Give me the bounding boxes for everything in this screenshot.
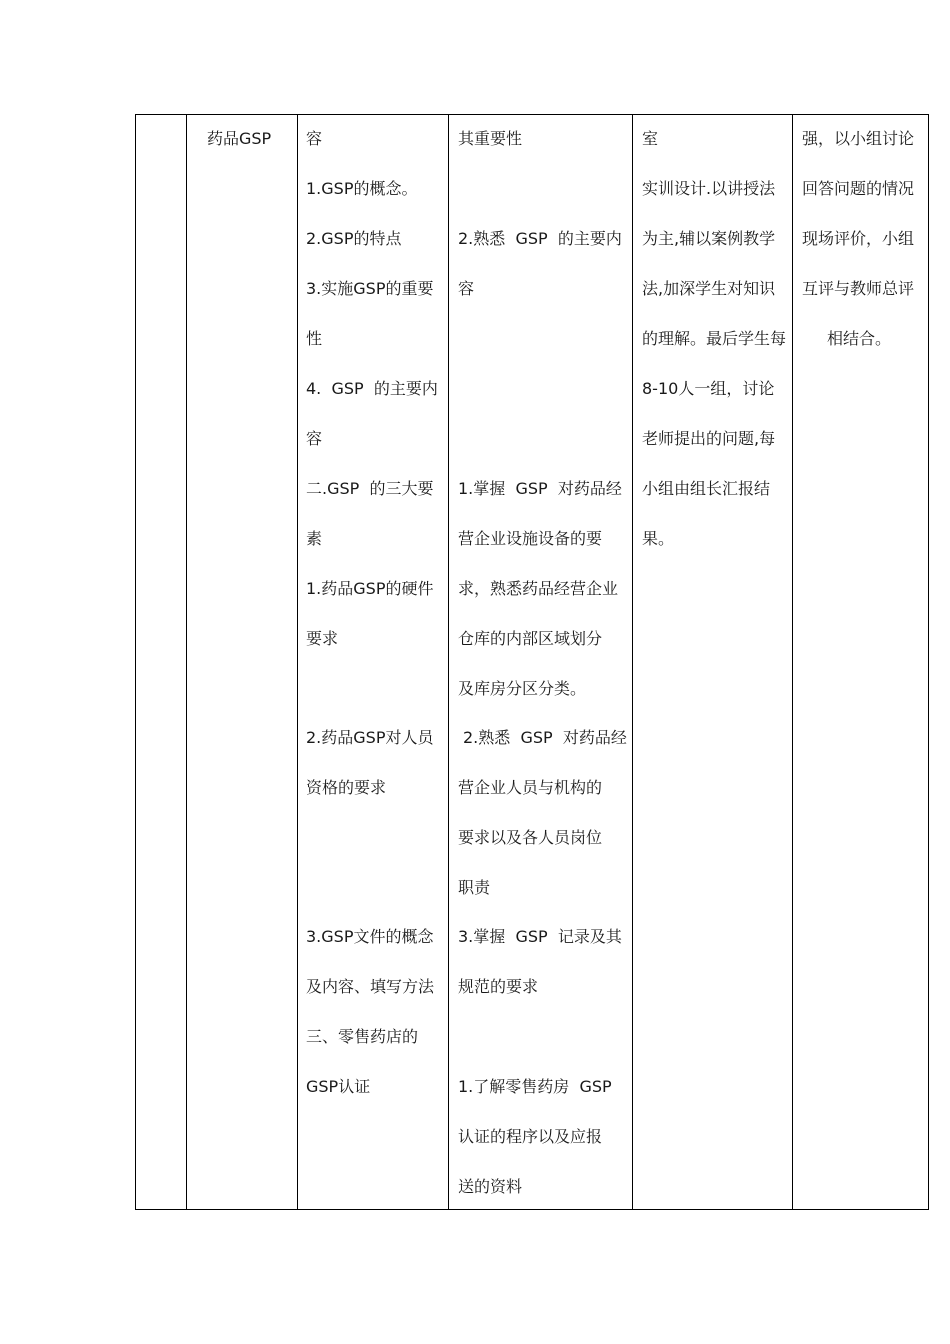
- content-line: 容: [306, 429, 323, 448]
- content-line: 性: [306, 329, 323, 348]
- method-line: 室: [642, 129, 659, 148]
- content-line: 4. GSP 的主要内: [306, 379, 438, 398]
- objective-line: 2.熟悉 GSP 对药品经: [463, 728, 627, 747]
- evaluation-line: 互评与教师总评: [802, 279, 915, 298]
- content-line: 二.GSP 的三大要: [306, 479, 434, 498]
- objective-line: 及库房分区分类。: [458, 679, 587, 698]
- method-line: 老师提出的问题,每: [642, 429, 776, 448]
- objective-line: 1.了解零售药房 GSP: [458, 1077, 612, 1096]
- content-line: 3.GSP文件的概念: [306, 927, 434, 946]
- content-line: 3.实施GSP的重要: [306, 279, 434, 298]
- evaluation-line: 现场评价，小组: [802, 229, 915, 248]
- objective-line: 求，熟悉药品经营企业: [458, 579, 619, 598]
- evaluation-line: 强，以小组讨论: [802, 129, 915, 148]
- objective-line: 其重要性: [458, 129, 523, 148]
- content-line: 三、零售药店的: [306, 1027, 419, 1046]
- content-cell: [298, 115, 448, 1209]
- document-table: [135, 114, 929, 1210]
- content-line: 2.药品GSP对人员: [306, 728, 434, 747]
- content-line: 1.GSP的概念。: [306, 179, 418, 198]
- objectives-cell: [449, 115, 632, 1209]
- method-line: 果。: [642, 529, 675, 548]
- objective-line: 要求以及各人员岗位: [458, 828, 603, 847]
- content-line: 及内容、填写方法: [306, 977, 435, 996]
- method-cell: [633, 115, 792, 1209]
- evaluation-line: 相结合。: [827, 329, 892, 348]
- objective-line: 1.掌握 GSP 对药品经: [458, 479, 622, 498]
- method-line: 实训设计.以讲授法: [642, 179, 776, 198]
- content-line: GSP认证: [306, 1077, 371, 1096]
- course-cell: [187, 115, 297, 1209]
- method-line: 的理解。最后学生每: [642, 329, 787, 348]
- objective-line: 认证的程序以及应报: [458, 1127, 603, 1146]
- objective-line: 送的资料: [458, 1177, 523, 1196]
- objective-line: 职责: [458, 878, 491, 897]
- objective-line: 仓库的内部区域划分: [458, 629, 603, 648]
- method-line: 8-10人一组，讨论: [642, 379, 775, 398]
- content-line: 2.GSP的特点: [306, 229, 402, 248]
- index-cell: [136, 115, 186, 1209]
- objective-line: 营企业人员与机构的: [458, 778, 603, 797]
- content-line: 要求: [306, 629, 339, 648]
- objective-line: 2.熟悉 GSP 的主要内: [458, 229, 622, 248]
- method-line: 法,加深学生对知识: [642, 279, 776, 298]
- method-line: 小组由组长汇报结: [642, 479, 771, 498]
- content-line: 素: [306, 529, 323, 548]
- objective-line: 营企业设施设备的要: [458, 529, 603, 548]
- content-line: 1.药品GSP的硬件: [306, 579, 434, 598]
- objective-line: 容: [458, 279, 475, 298]
- method-line: 为主,辅以案例教学: [642, 229, 776, 248]
- course-name: 药品GSP: [207, 129, 272, 148]
- content-line: 容: [306, 129, 323, 148]
- objective-line: 3.掌握 GSP 记录及其: [458, 927, 622, 946]
- evaluation-line: 回答问题的情况: [802, 179, 915, 198]
- content-line: 资格的要求: [306, 778, 387, 797]
- evaluation-cell: [793, 115, 930, 1209]
- objective-line: 规范的要求: [458, 977, 539, 996]
